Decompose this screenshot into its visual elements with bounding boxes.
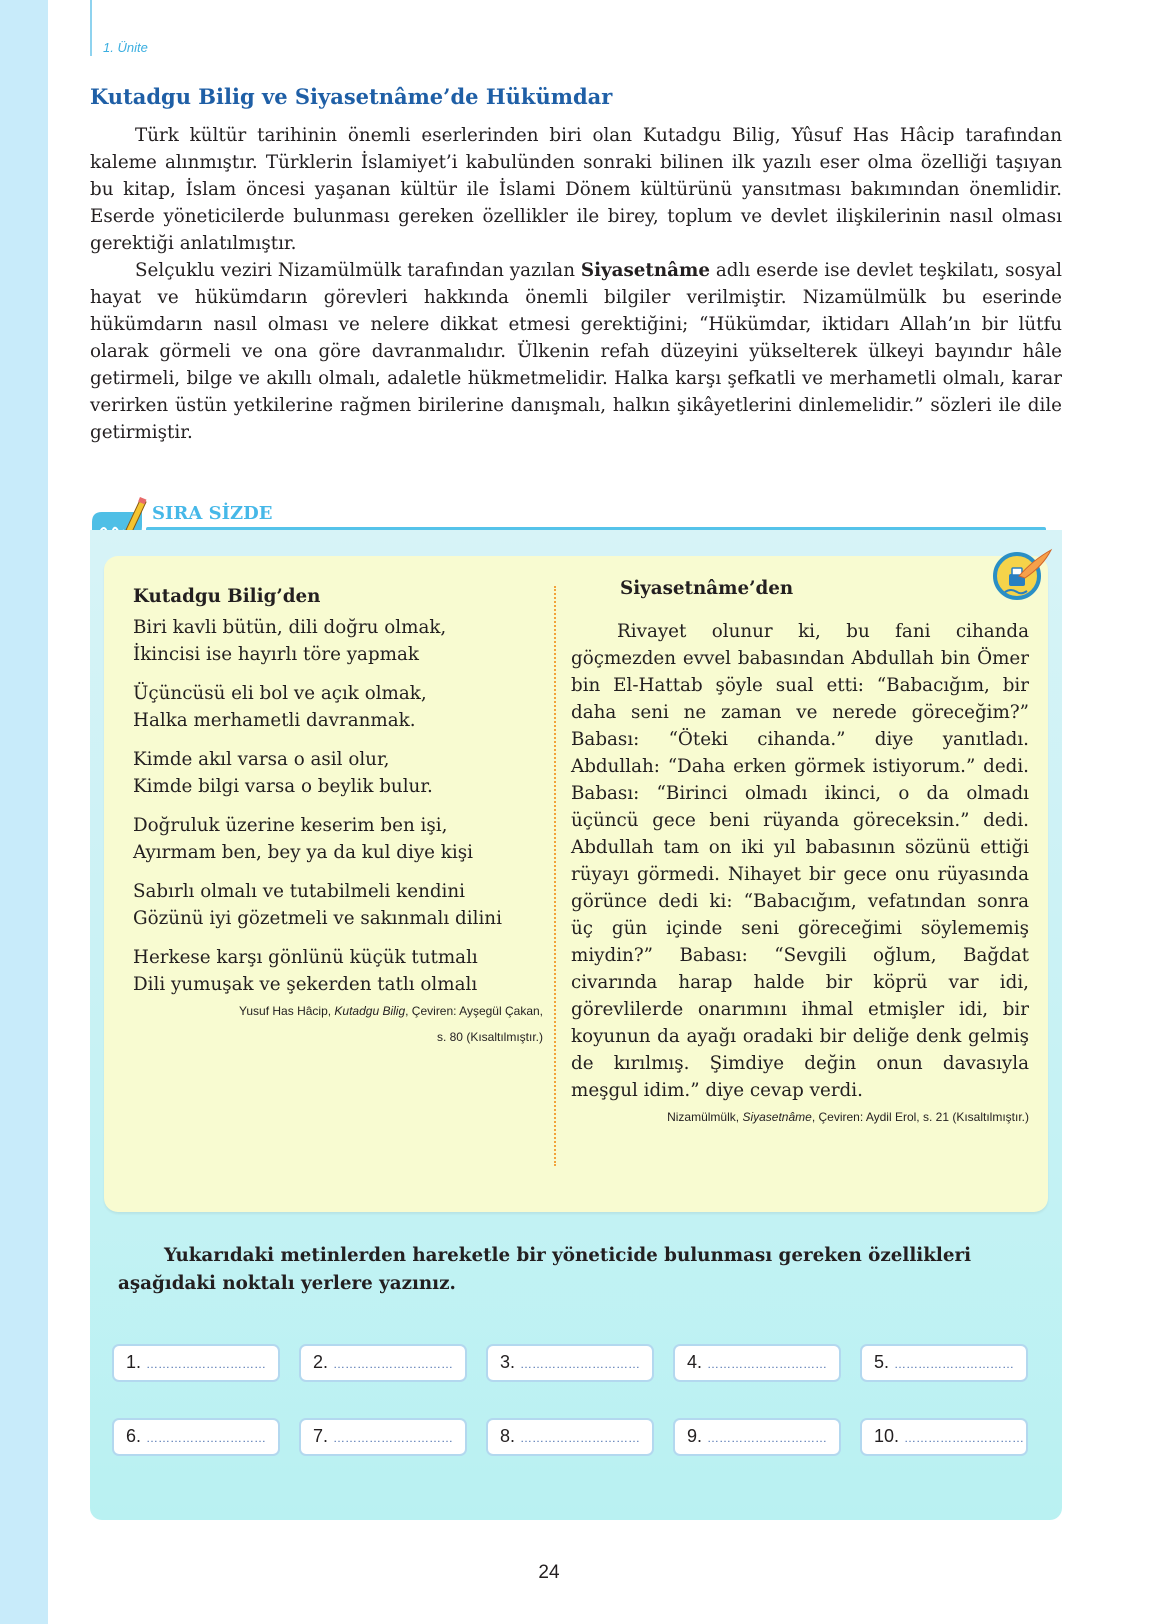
citation-work: Siyasetnâme [742, 1110, 812, 1124]
answer-dots: ………………………… [146, 1431, 267, 1445]
verse-line: Dili yumuşak ve şekerden tatlı olmalı [133, 974, 478, 995]
column-divider [554, 586, 556, 1166]
verse-line: Kimde akıl varsa o asil olur, [133, 749, 390, 770]
stanza [133, 944, 543, 998]
sira-sizde-label: SIRA SİZDE [152, 503, 273, 524]
answer-field-5[interactable] [860, 1344, 1028, 1382]
verse-line: Üçüncüsü eli bol ve açık olmak, [133, 683, 427, 704]
section-title: Kutadgu Bilig ve Siyasetnâme’de Hükümdar [90, 84, 613, 109]
answer-number: 10. [874, 1426, 900, 1446]
stanza [133, 746, 543, 800]
poem-citation-line-2: s. 80 (Kısaltılmıştır.) [436, 1030, 543, 1044]
answer-field-9[interactable] [673, 1418, 841, 1456]
instruction-text [118, 1242, 1048, 1298]
verse-line: Kimde bilgi varsa o beylik bulur. [133, 776, 433, 797]
answer-dots: ………………………… [904, 1431, 1025, 1445]
citation-author: Nizamülmülk, [667, 1110, 743, 1124]
answer-number: 7. [313, 1426, 329, 1446]
verse-line: Gözünü iyi gözetmeli ve sakınmalı dilini [133, 908, 502, 929]
instruction-line-2: aşağıdaki noktalı yerlere yazınız. [118, 1273, 456, 1294]
stanza [133, 878, 543, 932]
intro-text [90, 122, 1062, 446]
page-number: 24 [538, 1562, 560, 1583]
kutadgu-bilig-excerpt [133, 584, 543, 1050]
answer-number: 1. [126, 1352, 142, 1372]
citation-author: Yusuf Has Hâcip, [239, 1004, 335, 1018]
answer-number: 8. [500, 1426, 516, 1446]
stanza [133, 614, 543, 668]
answer-dots: ………………………… [333, 1357, 454, 1371]
answer-dots: ………………………… [707, 1431, 828, 1445]
verse-line: İkincisi ise hayırlı töre yapmak [133, 644, 419, 665]
answer-number: 6. [126, 1426, 142, 1446]
answer-field-6[interactable] [112, 1418, 280, 1456]
answer-dots: ………………………… [520, 1357, 641, 1371]
prose-title: Siyasetnâme’den [620, 578, 794, 599]
answer-number: 3. [500, 1352, 516, 1372]
verse-line: Doğruluk üzerine keserim ben işi, [133, 815, 448, 836]
answer-field-2[interactable] [299, 1344, 467, 1382]
answer-number: 2. [313, 1352, 329, 1372]
stanza [133, 812, 543, 866]
answer-number: 9. [687, 1426, 703, 1446]
answer-field-1[interactable] [112, 1344, 280, 1382]
paragraph-2-start: Selçuklu veziri Nizamülmülk tarafından yazılan [135, 260, 581, 281]
answer-dots: ………………………… [146, 1357, 267, 1371]
verse-line: Biri kavli bütün, dili doğru olmak, [133, 617, 447, 638]
answer-number: 5. [874, 1352, 890, 1372]
prose-text: Rivayet olunur ki, bu fani cihanda göçmezden evvel babasından Abdullah bin Ömer bin El-Hattab şöyle sual etti: “Babacığım, bir daha seni ne zaman ve nerede göreceğim?” Babası: “Öteki cihanda.” diye yanıtladı. Abdullah: “Daha erken görmek istiyorum.” dedi. Babası: “Birinci olmadı ikinci, o da olmadı üçüncü gece beni rüyanda göreceksin.” dedi. Abdullah tam on iki yıl babasının sözünü ettiği rüyayı görmedi. Nihayet bir gece onu rüyasında görünce dedi ki: “Babacığım, vefatından sonra üç gün içinde seni göreceğimi söylememiş miydin?” Babası: “Sevgili oğlum, Bağdat civarında harap halde bir köprü var idi, görevlilerde onarımını ihmal etmişler idi, bir koyunun da ayağı oradaki bir deliğe denk gelmiş de kırılmış. Şimdiye değin onun davasıyla meşgul idim.” diye cevap verdi. [571, 621, 1029, 1101]
citation-rest: , Çeviren: Aydil Erol, s. 21 (Kısaltılmıştır.) [811, 1110, 1029, 1124]
prose-citation [571, 1104, 1029, 1130]
intro-paragraph-2 [90, 257, 1062, 446]
intro-paragraph-1: Türk kültür tarihinin önemli eserlerinden biri olan Kutadgu Bilig, Yûsuf Has Hâcip tarafından kaleme alınmıştır. Türklerin İslamiyet’i kabulünden sonraki bilinen ilk yazılı eser olma özelliği taşıyan bu kitap, İslam öncesi yaşanan kültür ile İslami Dönem kültürünü yansıtması bakımından önemlidir. Eserde yöneticilerde bulunması gereken özellikler ile birey, toplum ve devlet ilişkilerinin nasıl olması gerektiği anlatılmıştır. [90, 125, 1062, 254]
poem-citation [133, 998, 543, 1050]
answer-field-8[interactable] [486, 1418, 654, 1456]
poem-citation-line-1 [133, 998, 543, 1024]
verse-line: Herkese karşı gönlünü küçük tutmalı [133, 947, 478, 968]
verse-line: Halka merhametli davranmak. [133, 710, 416, 731]
answer-field-10[interactable] [860, 1418, 1028, 1456]
verse-line: Ayırmam ben, bey ya da kul diye kişi [133, 842, 473, 863]
left-margin-strip [0, 0, 48, 1624]
citation-work: Kutadgu Bilig [334, 1004, 406, 1018]
unit-rule [90, 0, 92, 56]
poem-title: Kutadgu Bilig’den [133, 586, 321, 607]
answer-dots: ………………………… [894, 1357, 1015, 1371]
answer-number: 4. [687, 1352, 703, 1372]
answer-field-4[interactable] [673, 1344, 841, 1382]
citation-rest: , Çeviren: Ayşegül Çakan, [405, 1004, 543, 1018]
verse-line: Sabırlı olmalı ve tutabilmeli kendini [133, 881, 466, 902]
siyasetname-excerpt [571, 576, 1029, 1130]
answer-field-7[interactable] [299, 1418, 467, 1456]
paragraph-2-end: adlı eserde ise devlet teşkilatı, sosyal hayat ve hükümdarın görevleri hakkında önemli bilgiler verilmiştir. Nizamülmülk bu eserinde hükümdarın nasıl olması ve nelere dikkat etmesi gerektiğini; “Hükümdar, iktidarı Allah’ın bir lütfu olarak görmeli ve ona göre davranmalıdır. Ülkenin refah düzeyini yükselterek ülkeyi bayındır hâle getirmeli, bilge ve akıllı olmalı, adaletle hükmetmelidir. Halka karşı şefkatli ve merhametli olmalı, karar verirken üstün yetkilerine rağmen birilerine danışmalı, halkın şikâyetlerini dinlemelidir.” sözleri ile dile getirmiştir. [90, 260, 1062, 443]
stanza [133, 680, 543, 734]
instruction-line-1: Yukarıdaki metinlerden hareketle bir yöneticide bulunması gereken özellikleri [164, 1245, 972, 1266]
answer-field-3[interactable] [486, 1344, 654, 1382]
answer-dots: ………………………… [333, 1431, 454, 1445]
answer-dots: ………………………… [707, 1357, 828, 1371]
unit-label: 1. Ünite [103, 40, 148, 55]
siyasetname-bold: Siyasetnâme [580, 260, 710, 281]
answer-dots: ………………………… [520, 1431, 641, 1445]
